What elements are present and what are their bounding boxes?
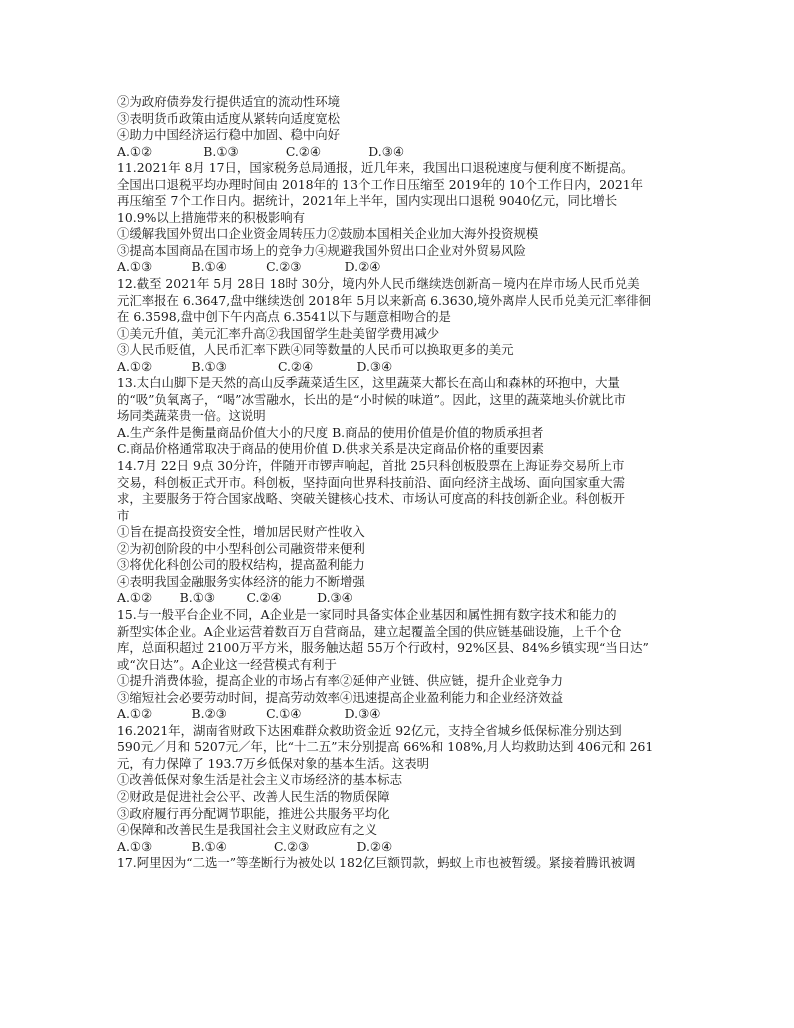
text-line: 13.太白山脚下是天然的高山反季蔬菜适生区，这里蔬菜大都长在高山和森林的环抱中，大量 [117, 375, 620, 391]
text-line: 在 6.3598,盘中创下午内高点 6.3541以下与题意相吻合的是 [117, 309, 451, 325]
text-line: ①缓解我国外贸出口企业资金周转压力②鼓励本国相关企业加大海外投资规模 [117, 226, 539, 242]
answer-options-line: A.①② B.①③ C.②④ D.③④ [117, 143, 404, 159]
text-line: A.生产条件是衡量商品价值大小的尺度 B.商品的使用价值是价值的物质承担者 [117, 424, 544, 440]
text-line: ②为初创阶段的中小型科创公司融资带来便利 [117, 540, 365, 556]
text-line: ③人民币贬值，人民币汇率下跌④同等数量的人民币可以换取更多的美元 [117, 342, 514, 358]
text-line: 元，有力保障了 193.7万乡低保对象的基本生活。这表明 [117, 755, 430, 771]
text-line: ①美元升值，美元汇率升高②我国留学生赴美留学费用减少 [117, 325, 440, 341]
answer-options-line: A.①② B.②③ C.①④ D.③④ [117, 706, 381, 722]
text-line: ③政府履行再分配调节职能，推进公共服务平均化 [117, 805, 390, 821]
text-line: 库，总面积超过 2100万平方米，服务触达超 55万个行政村，92%区县、84%乡镇实现“当日达” [117, 640, 649, 656]
text-line: ①旨在提高投资安全性，增加居民财产性收入 [117, 524, 365, 540]
text-line: ②财政是促进社会公平、改善人民生活的物质保障 [117, 788, 390, 804]
text-line: 590元／月和 5207元／年，比“十二五”末分别提高 66%和 108%,月人均救助达到 406元和 261 [117, 739, 654, 755]
text-line: 交易，科创板正式开市。科创板，坚持面向世界科技前沿、面向经济主战场、面向国家重大需 [117, 474, 626, 490]
text-line: 15.与一般平台企业不同，A企业是一家同时具备实体企业基因和属性拥有数字技术和能力的 [117, 606, 617, 622]
text-line: ④保障和改善民生是我国社会主义财政应有之义 [117, 822, 378, 838]
text-line: 的“吸”负氧离子，“喝”冰雪融水，长出的是“小时候的味道”。因此，这里的蔬菜地头价就比市 [117, 391, 626, 407]
text-line: 市 [117, 507, 130, 523]
text-line: ③表明货币政策由适度从紧转向适度宽松 [117, 110, 341, 126]
text-line: 全国出口退税平均办理时间由 2018年的 13个工作日压缩至 2019年的 10个工作日内，2021年 [117, 176, 643, 192]
exam-text-body [117, 94, 687, 872]
text-line: ①提升消费体验，提高企业的市场占有率②延伸产业链、供应链，提升企业竞争力 [117, 673, 564, 689]
text-line: 11.2021年 8月 17日，国家税务总局通报，近几年来，我国出口退税速度与便利度不断提高。 [117, 160, 634, 176]
text-line: ③将优化科创公司的股权结构，提高盈利能力 [117, 557, 365, 573]
answer-options-line: A.①② B.①③ C.②④ D.③④ [117, 590, 353, 606]
text-line: C.商品价格通常取决于商品的使用价值 D.供求关系是决定商品价格的重要因素 [117, 441, 544, 457]
text-line: ①改善低保对象生活是社会主义市场经济的基本标志 [117, 772, 402, 788]
text-line: 场同类蔬菜贵一倍。这说明 [117, 408, 266, 424]
text-line: 16.2021年，湖南省财政下达困难群众救助资金近 92亿元，支持全省城乡低保标准分别达到 [117, 722, 622, 738]
text-line: 再压缩至 7个工作日内。据统计，2021年上半年，国内实现出口退税 9040亿元，同比增长 [117, 193, 618, 209]
text-line: ③提高本国商品在国市场上的竞争力④规避我国外贸出口企业对外贸易风险 [117, 242, 526, 258]
text-line: ④助力中国经济运行稳中加固、稳中向好 [117, 127, 341, 143]
text-line: 17.阿里因为“二选一”等垄断行为被处以 182亿巨额罚款，蚂蚁上市也被暂缓。紧接着腾讯被调 [117, 855, 636, 871]
text-line: ③缩短社会必要劳动时间，提高劳动效率④迅速提高企业盈利能力和企业经济效益 [117, 689, 564, 705]
answer-options-line: A.①③ B.①④ C.②③ D.②④ [117, 259, 381, 275]
text-line: 求，主要服务于符合国家战略、突破关键核心技术、市场认可度高的科技创新企业。科创板开 [117, 491, 626, 507]
answer-options-line: A.①③ B.①④ C.②③ D.②④ [117, 838, 393, 854]
text-line: 新型实体企业。A企业运营着数百万自营商品，建立起覆盖全国的供应链基础设施，上千个仓 [117, 623, 622, 639]
text-line: 14.7月 22日 9点 30分许，伴随开市锣声响起，首批 25只科创板股票在上海证券交易所上市 [117, 458, 625, 474]
text-line: ②为政府债券发行提供适宜的流动性环境 [117, 94, 341, 109]
text-line: 或“次日达”。A企业这一经营模式有利于 [117, 656, 337, 672]
text-line: 元汇率报在 6.3647,盘中继续迭创 2018年 5月以来新高 6.3630,境外离岸人民币兑美元汇率徘徊 [117, 292, 651, 308]
text-line: 10.9%以上措施带来的积极影响有 [117, 209, 306, 225]
text-line: 12.截至 2021年 5月 28日 18时 30分，境内外人民币继续迭创新高－境内在岸市场人民币兑美 [117, 276, 640, 292]
answer-options-line: A.①② B.①③ C.②④ D.③④ [117, 358, 393, 374]
text-line: ④表明我国金融服务实体经济的能力不断增强 [117, 573, 365, 589]
